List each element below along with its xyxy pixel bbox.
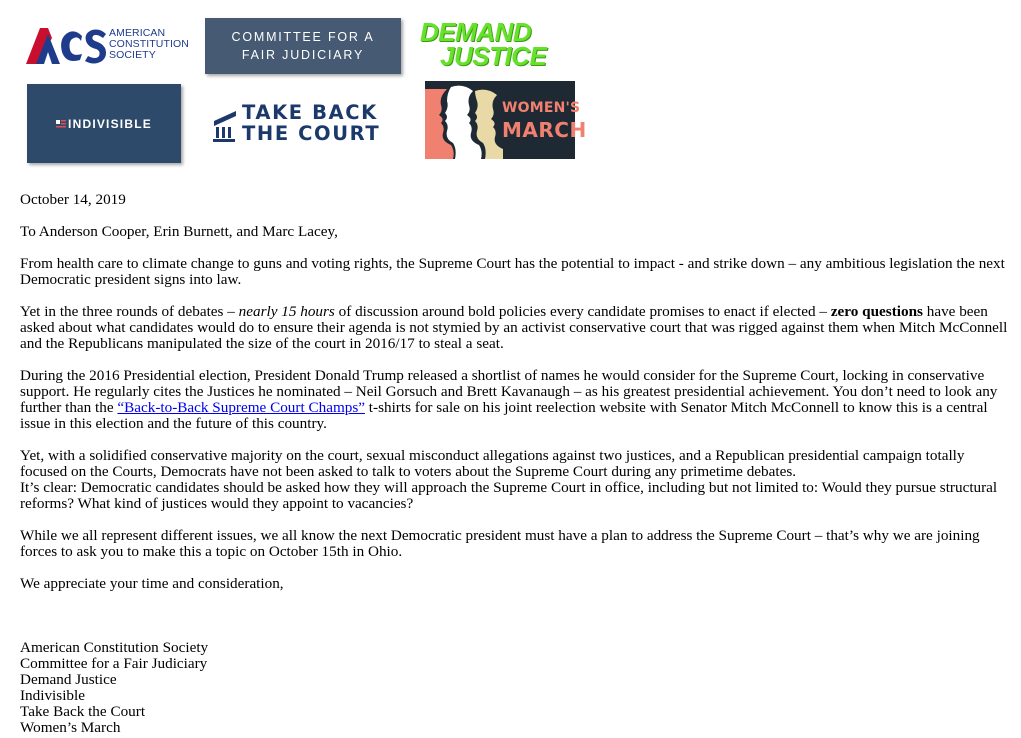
dj-line1: DEMAND <box>420 17 532 47</box>
profiles-icon <box>425 81 505 159</box>
signatory: Women’s March <box>20 719 121 736</box>
wm-line1: WOMEN'S <box>502 100 581 116</box>
salutation: To Anderson Cooper, Erin Burnett, and Marc Lacey, <box>20 223 338 240</box>
tbc-wordmark <box>242 102 380 144</box>
p3-text-b: t-shirts for sale on his joint reelection website with Senator Mitch McConnell to know this is a central issue in this election and the future of this country. <box>20 399 988 432</box>
acs-line3: SOCIETY <box>109 49 156 61</box>
p3-text-a: During the 2016 Presidential election, President Donald Trump released a shortlist of names he would consider for the Supreme Court, locking in conservative support. He regularly cites the Justices he nominated – Neil Gorsuch and Brett Kavanaugh – as his greatest presidential achievement. You don’t need to look any further than the <box>20 367 998 416</box>
paragraph-3 <box>20 368 1015 432</box>
tshirt-link[interactable]: “Back-to-Back Supreme Court Champs” <box>117 399 365 416</box>
tbc-line1: TAKE BACK <box>242 101 378 124</box>
tbc-line2: THE COURT <box>242 122 381 145</box>
womens-march-logo <box>425 81 587 159</box>
p2-text-a: Yet in the three rounds of debates – <box>20 303 239 320</box>
cfj-line1: COMMITTEE FOR A <box>231 30 375 44</box>
acs-line1: AMERICAN <box>109 27 166 39</box>
courthouse-icon <box>212 105 238 143</box>
wm-wordmark <box>502 97 587 142</box>
signatory: American Constitution Society <box>20 639 209 656</box>
signature-gap <box>20 608 1015 640</box>
cfj-line2: FAIR JUDICIARY <box>241 48 365 62</box>
paragraph-1: From health care to climate change to guns and voting rights, the Supreme Court has the potential to impact - and strike down – any ambitious legislation the next Democratic president signs into law. <box>20 255 1005 288</box>
demand-justice-logo <box>420 17 580 76</box>
wm-line2: MARCH <box>502 118 587 142</box>
acs-wordmark <box>109 28 204 61</box>
p4-text-a: Yet, with a solidified conservative majority on the court, sexual misconduct allegations against two justices, and a Republican presidential campaign totally focused on the Courts, Democrats have not been asked to talk to voters about the Supreme Court during any primetime debates. <box>20 447 965 480</box>
signatory: Take Back the Court <box>20 703 146 720</box>
acs-line2: CONSTITUTION <box>109 38 189 50</box>
indivisible-wordmark: INDIVISIBLE <box>68 116 152 131</box>
take-back-the-court-logo <box>212 102 392 146</box>
acs-mark-icon <box>26 26 108 66</box>
p4-text-b: It’s clear: Democratic candidates should be asked how they will approach the Supreme Court in office, including but not limited to: Would they pursue structural reforms? What kind of justices would they appoint to vacancies? <box>20 479 998 512</box>
signatory: Demand Justice <box>20 671 117 688</box>
letter-body <box>20 192 1015 736</box>
p2-text-b: of discussion around bold policies every candidate promises to enact if elected – <box>334 303 831 320</box>
flag-icon <box>56 116 66 132</box>
signatory-list <box>20 640 1015 736</box>
p2-italic: nearly 15 hours <box>238 303 335 320</box>
paragraph-4 <box>20 448 1015 512</box>
letter-date: October 14, 2019 <box>20 191 126 208</box>
signatory: Committee for a Fair Judiciary <box>20 655 208 672</box>
p2-text-c: have been asked about what candidates would do to ensure their agenda is not stymied by an activist conservative court that was rigged against them when Mitch McConnell and the Republicans manipulated the size of the court in 2016/17 to steal a seat. <box>20 303 1008 352</box>
logo-banner <box>0 0 1021 170</box>
closing: We appreciate your time and consideration, <box>20 575 284 592</box>
dj-line2: JUSTICE <box>440 41 547 71</box>
indivisible-logo <box>27 84 181 163</box>
p2-bold: zero questions <box>830 303 923 320</box>
signatory: Indivisible <box>20 687 85 704</box>
paragraph-2 <box>20 304 1015 352</box>
acs-logo <box>26 24 198 72</box>
paragraph-5: While we all represent different issues, we all know the next Democratic president must have a plan to address the Supreme Court – that’s why we are joining forces to ask you to make this a topic on October 15th in Ohio. <box>20 527 980 560</box>
cfj-logo <box>205 18 401 74</box>
